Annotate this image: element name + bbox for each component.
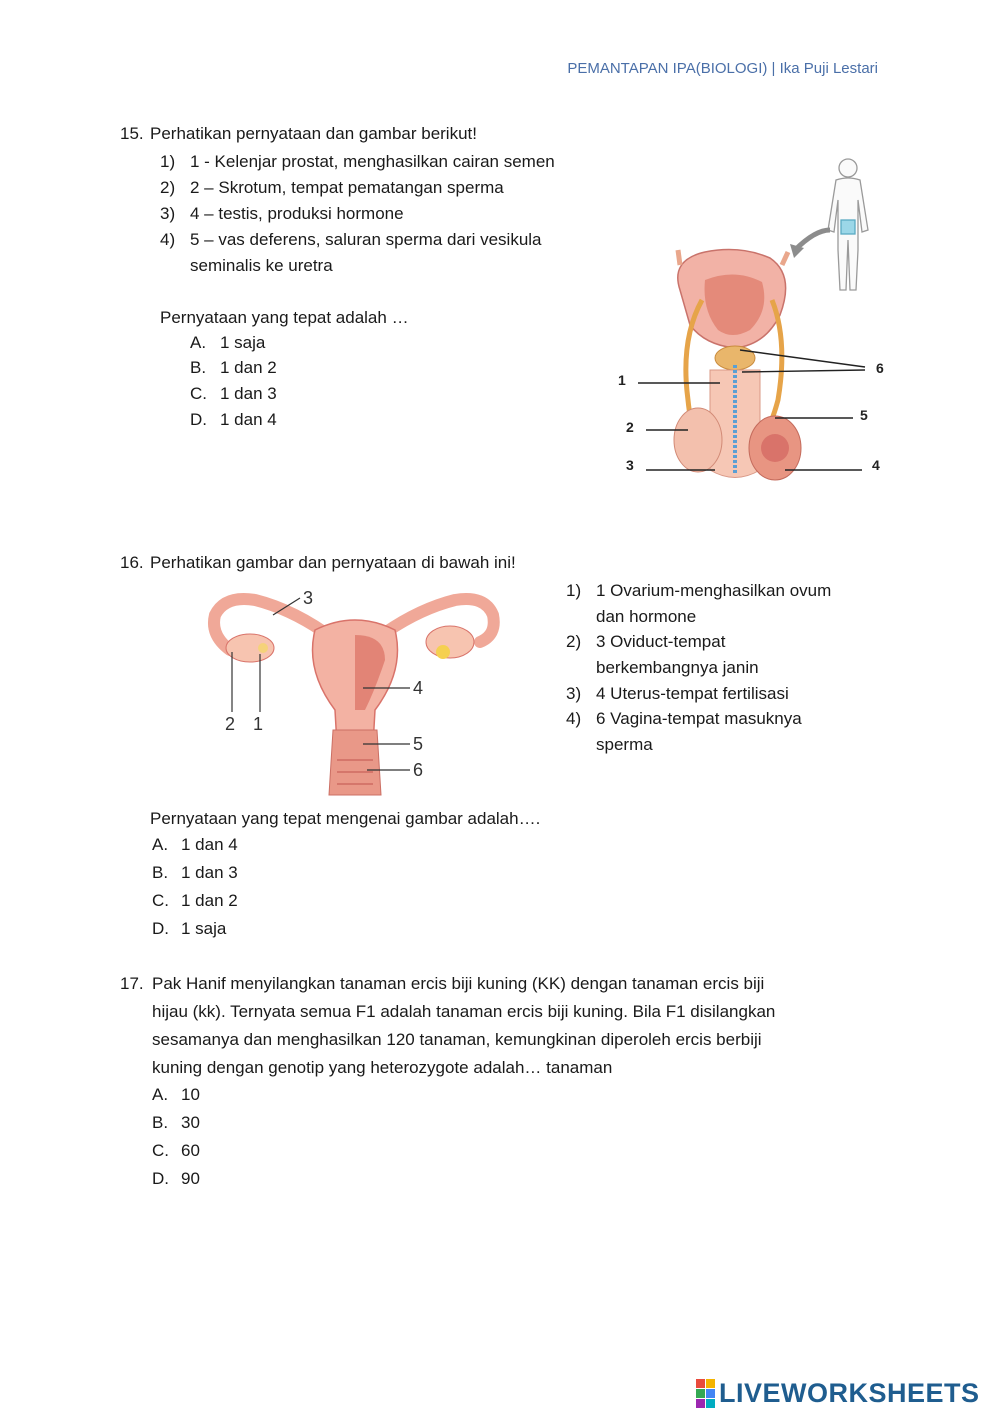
option-letter: B. — [152, 863, 169, 882]
figure-label: 4 — [413, 678, 424, 698]
question-number: 17. — [120, 974, 144, 993]
statement-text: 5 – vas deferens, saluran sperma dari vesikula — [190, 230, 542, 249]
option-d[interactable]: 1 saja — [181, 919, 227, 938]
statement-number: 3) — [566, 684, 582, 703]
statement-text-continued: sperma — [596, 735, 653, 754]
vagina-shape — [329, 730, 381, 795]
figure-label: 1 — [618, 372, 626, 388]
figure-label: 4 — [872, 457, 880, 473]
option-letter: D. — [152, 1169, 169, 1188]
option-letter: C. — [190, 384, 207, 403]
statement-text-continued: dan hormone — [596, 607, 697, 626]
question-prompt: Pernyataan yang tepat mengenai gambar adalah…. — [150, 809, 541, 828]
figure-label: 3 — [626, 457, 634, 473]
option-letter: D. — [152, 919, 169, 938]
statement-number: 3) — [160, 204, 176, 223]
option-letter: A. — [152, 1085, 169, 1104]
question-stem-line: sesamanya dan menghasilkan 120 tanaman, kemungkinan diperoleh ercis berbiji — [152, 1030, 762, 1049]
statement-number: 2) — [566, 632, 582, 651]
figure-label: 2 — [626, 419, 634, 435]
bladder-shape — [678, 250, 788, 348]
option-d[interactable]: 1 dan 4 — [220, 410, 277, 429]
brand-name: LIVEWORKSHEETS — [719, 1377, 980, 1408]
statement-text: 4 – testis, produksi hormone — [190, 204, 404, 223]
option-d[interactable]: 90 — [181, 1169, 200, 1188]
statement-number: 1) — [566, 581, 582, 600]
option-letter: A. — [152, 835, 169, 854]
page-header: PEMANTAPAN IPA(BIOLOGI) | Ika Puji Lestari — [567, 60, 878, 77]
figure-label: 1 — [253, 714, 264, 734]
option-a[interactable]: 1 saja — [220, 333, 266, 352]
option-letter: C. — [152, 1141, 169, 1160]
statement-number: 4) — [160, 230, 176, 249]
question-prompt: Pernyataan yang tepat adalah … — [160, 308, 409, 327]
figure-label: 3 — [303, 588, 314, 608]
option-b[interactable]: 1 dan 2 — [220, 358, 277, 377]
statement-text: 6 Vagina-tempat masuknya — [596, 709, 802, 728]
figure-label: 5 — [413, 734, 424, 754]
option-letter: C. — [152, 891, 169, 910]
question-stem: Perhatikan gambar dan pernyataan di bawah ini! — [150, 553, 516, 572]
question-number: 15. — [120, 124, 144, 143]
statement-text: 4 Uterus-tempat fertilisasi — [596, 684, 789, 703]
option-c[interactable]: 1 dan 3 — [220, 384, 277, 403]
statement-text: 1 - Kelenjar prostat, menghasilkan cairan semen — [190, 152, 555, 171]
option-letter: B. — [190, 358, 207, 377]
option-letter: D. — [190, 410, 207, 429]
question-number: 16. — [120, 553, 144, 572]
female-reproductive-diagram — [205, 580, 505, 800]
male-reproductive-diagram — [610, 140, 900, 490]
figure-label: 5 — [860, 407, 868, 423]
statement-text: 1 Ovarium-menghasilkan ovum — [596, 581, 832, 600]
human-silhouette-icon — [828, 159, 868, 290]
option-a[interactable]: 10 — [181, 1085, 200, 1104]
liveworksheets-logo — [696, 1376, 980, 1410]
testis-left — [674, 408, 722, 472]
option-b[interactable]: 1 dan 3 — [181, 863, 238, 882]
statement-text-continued: berkembangnya janin — [596, 658, 759, 677]
statement-number: 4) — [566, 709, 582, 728]
option-letter: B. — [152, 1113, 169, 1132]
statement-number: 2) — [160, 178, 176, 197]
option-a[interactable]: 1 dan 4 — [181, 835, 238, 854]
option-c[interactable]: 60 — [181, 1141, 200, 1160]
statement-text: 2 – Skrotum, tempat pematangan sperma — [190, 178, 504, 197]
statement-number: 1) — [160, 152, 176, 171]
option-c[interactable]: 1 dan 2 — [181, 891, 238, 910]
figure-label: 2 — [225, 714, 236, 734]
question-stem-line: kuning dengan genotip yang heterozygote adalah… tanaman — [152, 1058, 613, 1077]
question-stem-line: hijau (kk). Ternyata semua F1 adalah tanaman ercis biji kuning. Bila F1 disilangkan — [152, 1002, 776, 1021]
option-letter: A. — [190, 333, 207, 352]
question-stem: Perhatikan pernyataan dan gambar berikut! — [150, 124, 477, 143]
brand-blocks-icon — [696, 1379, 715, 1408]
ovary-right — [426, 626, 474, 658]
figure-label: 6 — [413, 760, 424, 780]
question-stem-line: Pak Hanif menyilangkan tanaman ercis biji kuning (KK) dengan tanaman ercis biji — [152, 974, 765, 993]
statement-text: 3 Oviduct-tempat — [596, 632, 726, 651]
statement-text-continued: seminalis ke uretra — [190, 256, 333, 275]
option-b[interactable]: 30 — [181, 1113, 200, 1132]
figure-label: 6 — [876, 360, 884, 376]
